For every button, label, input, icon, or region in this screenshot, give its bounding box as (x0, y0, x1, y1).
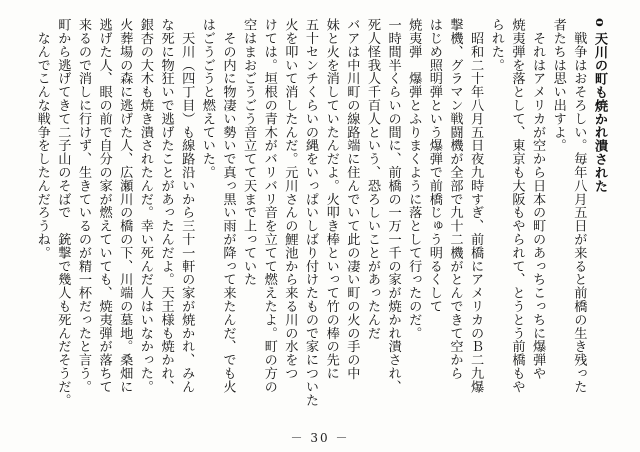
text-column: 昭和二十年八月五日夜九時すぎ、前橋にアメリカのＢ二九爆 (468, 18, 484, 394)
text-column: 火を叩いて消したんだ。元川さんの鯉池から来る川の水をつ (282, 18, 298, 380)
text-column: はじめ照明弾という爆弾で前橋じゅう明るくして (426, 18, 442, 313)
text-column: それはアメリカが空から日本の町のあっちこっちに爆弾や (530, 18, 546, 380)
text-column: バアは中川町の線路端に住んでいて此の凄い町の火の手の中 (344, 18, 360, 380)
text-column: な死に物狂いで逃げたことがあったんだよ。天王様も焼かれ、 (158, 18, 174, 394)
text-column: られた。 (488, 18, 504, 72)
vertical-text-body (34, 18, 612, 418)
text-column: 五十センチくらいの縄をいっぱいしばり付けたもので家についた (303, 18, 319, 407)
text-column: 火葬場の森に逃げた人、広瀬川の橋の下、川端の墓地。桑畑に (117, 18, 133, 394)
text-column: 空はまおごうごう音立てて天まで上っていた (241, 18, 257, 286)
page-number: － 30 － (290, 431, 350, 445)
text-column: 焼夷弾 爆弾とふりまくように落として行ったのだ。 (406, 18, 422, 340)
text-column: 死人怪我人千百人という、恐ろしいことがあったんだ (364, 18, 380, 340)
text-column: 逃げた人、眼の前で自分の家が燃えていても、焼夷弾が落ちて (96, 18, 112, 394)
text-column: 撃機、グラマン戦闘機が全部で九十二機がとんできて空から (447, 18, 463, 380)
text-column: その内に物凄い勢いで真っ黒い雨が降って来たんだ、でも火 (220, 18, 236, 394)
text-column: なんでこんな戦争をしたんだろうね。 (34, 18, 50, 260)
text-column: 町から逃げてきて二子山のそばで 銃撃で幾人も死んだそうだ。 (55, 18, 71, 407)
text-column: 者たちは思い出すよ。 (550, 18, 566, 152)
text-column: 銀杏の大木も焼き潰されたんだ。幸い死んだ人はいなかった。 (137, 18, 153, 394)
text-column: 一時間半くらいの間に、前橋の一万一千の家が焼かれ潰され、 (385, 18, 401, 394)
text-column: 焼夷弾を落として、東京も大阪もやられて、とうとう前橋もや (509, 18, 525, 394)
text-column: 戦争はおそろしい。毎年八月五日が来ると前橋の生き残った (571, 18, 587, 394)
section-heading: o 天川の町も焼かれ潰された (592, 18, 607, 193)
text-column: 天川（四丁目）も線路沿いから三十一軒の家が焼かれ、みん (179, 18, 195, 394)
text-column: けては。垣根の青木がバリバリ音を立てて燃えたよ。町の方の (261, 18, 277, 394)
text-column: 来るので消しに行けず、生きているのが精一杯だったと言う。 (75, 18, 91, 394)
text-column: 妹と火を消していたんだよ。火叩き棒といって竹の棒の先に (323, 18, 339, 380)
text-column: はごうごうと燃えていた。 (199, 18, 215, 179)
